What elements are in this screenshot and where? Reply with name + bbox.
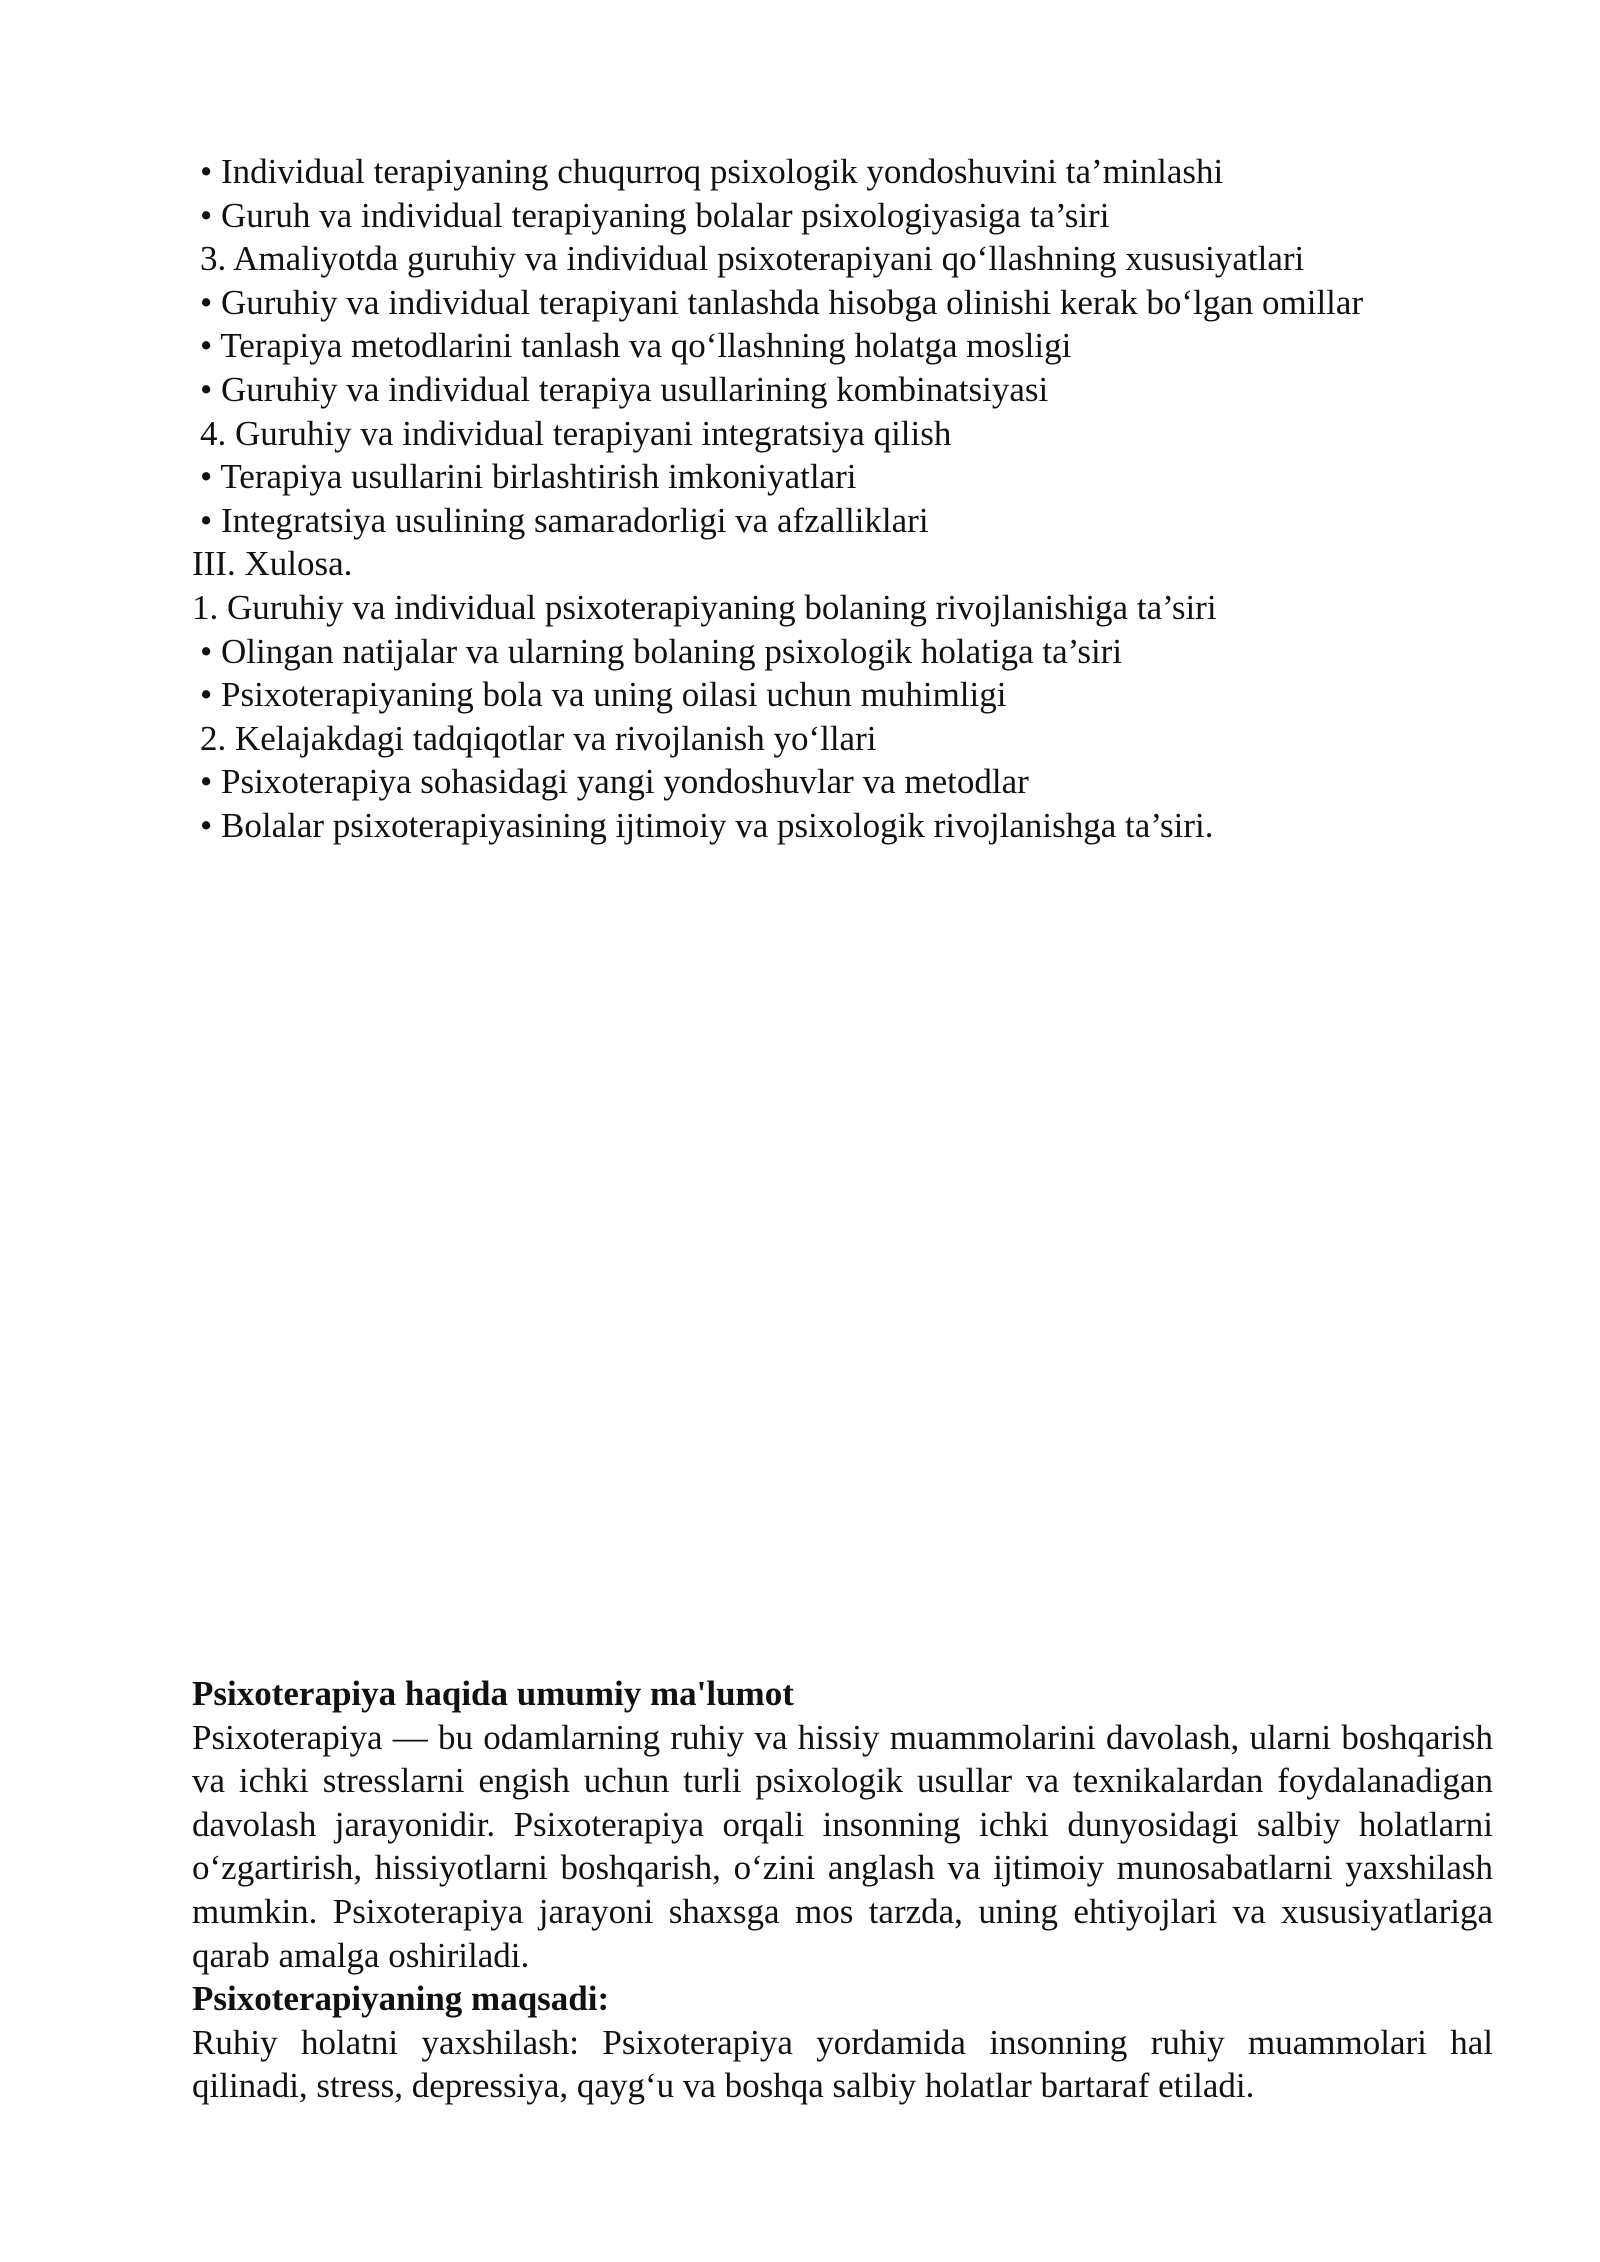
outline-line: 1. Guruhiy va individual psixoterapiyaning bolaning rivojlanishiga ta’siri [192,587,1217,627]
outline-line: • Terapiya usullarini birlashtirish imkoniyatlari [200,457,857,497]
body-paragraph: Psixoterapiya — bu odamlarning ruhiy va hissiy muammolarini davolash, ularni boshqarish va ichki stresslarni engish uchun turli psixologik usullar va texnikalardan foydalanadigan davolash jarayonidir. Psixoterapiya orqali insonning ichki dunyosidagi salbiy holatlarni o‘zgartirish, hissiyotlarni boshqarish, o‘zini anglash va ijtimoiy munosabatlarni yaxshilash mumkin. Psixoterapiya jarayoni shaxsga mos tarzda, uning ehtiyojlari va xususiyatlariga qarab amalga oshiriladi. [192,1717,1493,1975]
outline-line: • Integratsiya usulining samaradorligi va afzalliklari [200,500,929,540]
section-heading: Psixoterapiyaning maqsadi: [192,1979,610,2019]
outline-line: • Individual terapiyaning chuqurroq psixologik yondoshuvini ta’minlashi [200,152,1224,191]
outline-list [192,150,1492,848]
outline-line: • Psixoterapiya sohasidagi yangi yondoshuvlar va metodlar [200,762,1029,802]
outline-line: • Guruhiy va individual terapiyani tanlashda hisobga olinishi kerak bo‘lgan omillar [200,282,1364,322]
outline-line: • Guruhiy va individual terapiya usullarining kombinatsiyasi [200,369,1049,409]
outline-line: • Bolalar psixoterapiyasining ijtimoiy va psixologik rivojlanishga ta’siri. [200,805,1214,845]
outline-line: • Terapiya metodlarini tanlash va qo‘llashning holatga mosligi [200,326,1072,366]
outline-line: • Guruh va individual terapiyaning bolalar psixologiyasiga ta’siri [200,195,1110,235]
outline-line: • Psixoterapiyaning bola va uning oilasi uchun muhimligi [200,675,1007,715]
article-section [192,1672,1493,2108]
outline-line: 2. Kelajakdagi tadqiqotlar va rivojlanish yo‘llari [200,718,877,758]
section-heading: Psixoterapiya haqida umumiy ma'lumot [192,1674,794,1713]
outline-section-heading: III. Xulosa. [192,544,353,584]
body-paragraph: Ruhiy holatni yaxshilash: Psixoterapiya yordamida insonning ruhiy muammolari hal qilinadi, stress, depressiya, qayg‘u va boshqa salbiy holatlar bartaraf etiladi. [192,2022,1493,2106]
outline-line: 3. Amaliyotda guruhiy va individual psixoterapiyani qo‘llashning xususiyatlari [200,239,1305,279]
outline-line: • Olingan natijalar va ularning bolaning psixologik holatiga ta’siri [200,631,1123,671]
outline-line: 4. Guruhiy va individual terapiyani integratsiya qilish [200,413,952,453]
